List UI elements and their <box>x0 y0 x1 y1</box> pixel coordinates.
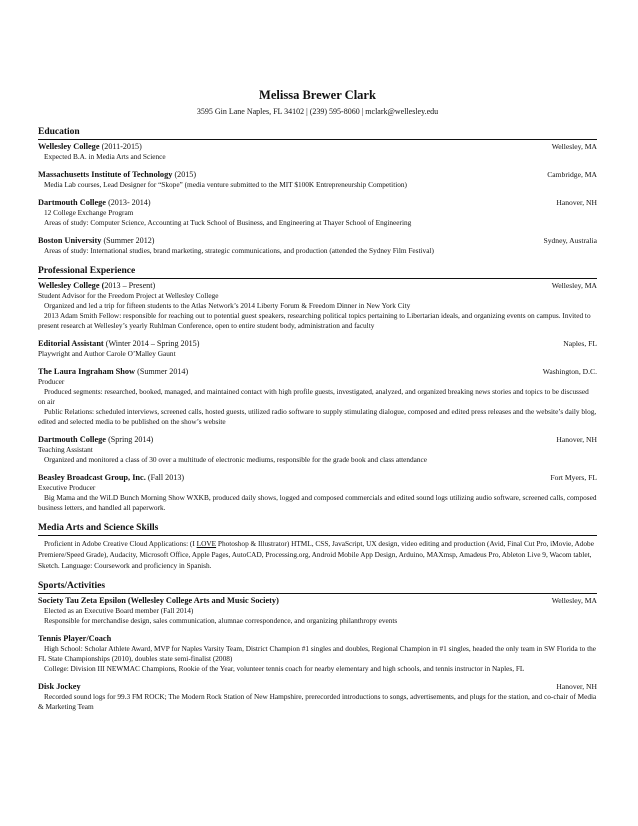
entry-header <box>38 236 597 246</box>
entry-dates: (2011-2015) <box>101 142 142 151</box>
entry-org: Beasley Broadcast Group, Inc. <box>38 473 146 482</box>
entry-dates: (Summer 2014) <box>137 367 189 376</box>
entry-location: Fort Myers, FL <box>550 473 597 482</box>
entry-location: Washington, D.C. <box>542 367 597 376</box>
entry-detail: 12 College Exchange Program <box>44 208 134 217</box>
entry-detail: Areas of study: Computer Science, Accounting at Tuck School of Business, and Engineering at Thayer School of Engineering <box>44 218 412 227</box>
experience-section <box>38 266 597 513</box>
entry-detail: Areas of study: International studies, brand marketing, strategic communications, and production (attended the Sydney Film Festival) <box>44 246 434 255</box>
entry-location: Wellesley, MA <box>551 281 597 290</box>
entry-detail: Elected as an Executive Board member (Fall 2014) <box>44 606 194 615</box>
entry-header <box>38 198 597 208</box>
activities-heading: Sports/Activities <box>38 581 597 594</box>
entry-dates: (Winter 2014 – Spring 2015) <box>105 339 200 348</box>
experience-heading: Professional Experience <box>38 266 597 279</box>
activity-entry-society <box>38 596 597 626</box>
experience-entry-beasley <box>38 473 597 513</box>
entry-role: Executive Producer <box>38 483 96 492</box>
experience-list <box>38 279 597 513</box>
entry-location: Wellesley, MA <box>551 596 597 605</box>
entry-header <box>38 367 597 377</box>
education-entry <box>38 198 597 228</box>
entry-detail: Big Mama and the WiLD Bunch Morning Show WXKB, produced daily shows, logged and composed commercials and edited sound logs utilizing audio software, screened calls, composed business letters, and handled all paperwork. <box>38 493 597 512</box>
entry-org: Dartmouth College <box>38 198 106 207</box>
resume-content <box>38 88 597 712</box>
entry-dates: (Spring 2014) <box>108 435 154 444</box>
entry-detail: Media Lab courses, Lead Designer for “Skope” (media venture submitted to the MIT $100K Entrepreneurship Competition) <box>44 180 407 189</box>
experience-entry-dartmouth <box>38 435 597 465</box>
entry-org: Boston University <box>38 236 102 245</box>
entry-detail: College: Division III NEWMAC Champions, Rookie of the Year, volunteer tennis coach for nearby elementary and high schools, and tennis instructor in Naples, FL <box>44 664 525 673</box>
entry-detail: Recorded sound logs for 99.3 FM ROCK; The Modern Rock Station of New Hampshire, prerecorded introductions to songs, advertisements, and plugs for the station, and co-chair of Media & Marketing Team <box>38 692 597 711</box>
entry-detail: Public Relations: scheduled interviews, screened calls, hosted guests, utilized radio software to supply stimulating dialogue, composed and edited press releases and the website’s daily blog, edited and selected media to be published on the show’s website <box>38 407 597 426</box>
skills-love-underlined: LOVE <box>196 539 217 548</box>
entry-org: Disk Jockey <box>38 682 81 691</box>
activity-entry-dj <box>38 682 597 712</box>
entry-header <box>38 596 597 606</box>
entry-dates: 2013 – Present) <box>104 281 156 290</box>
entry-header <box>38 170 597 180</box>
entry-detail: Produced segments: researched, booked, managed, and maintained contact with high profile guests, investigated, analyzed, and organized breaking news stories and topics to be discussed on air <box>38 387 589 406</box>
entry-detail: High School: Scholar Athlete Award, MVP for Naples Varsity Team, District Champion #1 singles and doubles, Regional Champion in #1 singles, headed the only team in SW Florida to the FL State Championships (2010), doubles state semi-finalist (2008) <box>38 644 597 663</box>
education-entry <box>38 142 597 162</box>
entry-org: Dartmouth College <box>38 435 106 444</box>
skills-text-rest: Photoshop & Illustrator) HTML, CSS, JavaScript, UX design, video editing and production (Avid, Final Cut Pro, iMovie, Adobe Premiere/Speed Grade), Audacity, Microsoft Office, Apple Pages, AutoCAD, Processing.org, Android Mobile App Design, Arduino, MAXmsp, Amadeus Pro, Ableton Live 9, Wacom tablet, Sketch. Language: Coursework and proficiency in Spanish. <box>38 539 594 570</box>
entry-location: Cambridge, MA <box>547 170 597 179</box>
entry-detail: 2013 Adam Smith Fellow: responsible for reaching out to potential guest speakers, researching political topics pertaining to Libertarian ideals, and organizing events on campus. Invited to present research at Wellesley’s yearly Ruhlman Conference, open to entire student body, administration and faculty <box>38 311 591 330</box>
skills-heading: Media Arts and Science Skills <box>38 523 597 536</box>
entry-header <box>38 435 597 445</box>
entry-header <box>38 634 597 644</box>
skills-body <box>38 536 597 571</box>
entry-dates: (Fall 2013) <box>147 473 185 482</box>
entry-role: Student Advisor for the Freedom Project at Wellesley College <box>38 291 219 300</box>
entry-location: Hanover, NH <box>556 435 597 444</box>
candidate-name: Melissa Brewer Clark <box>259 88 376 102</box>
education-entry <box>38 170 597 190</box>
entry-role: Teaching Assistant <box>38 445 93 454</box>
entry-org: Editorial Assistant <box>38 339 104 348</box>
contact-line: 3595 Gin Lane Naples, FL 34102 | (239) 595-8060 | mclark@wellesley.edu <box>196 107 439 116</box>
skills-text-start: Proficient in Adobe Creative Cloud Applications: (I <box>44 539 197 548</box>
activities-section <box>38 581 597 712</box>
experience-entry-ingraham <box>38 367 597 427</box>
education-entry <box>38 236 597 256</box>
entry-header <box>38 281 597 291</box>
entry-detail: Organized and led a trip for fifteen students to the Atlas Network’s 2014 Liberty Forum & Freedom Dinner in New York City <box>44 301 411 310</box>
entry-header <box>38 682 597 692</box>
education-heading: Education <box>38 127 597 140</box>
entry-org: Society Tau Zeta Epsilon (Wellesley College Arts and Music Society) <box>38 596 279 605</box>
activity-entry-tennis <box>38 634 597 674</box>
entry-org: Massachusetts Institute of Technology <box>38 170 173 179</box>
entry-header <box>38 339 597 349</box>
entry-location: Hanover, NH <box>556 682 597 691</box>
entry-detail: Organized and monitored a class of 30 over a multitude of electronic mediums, responsible for the grade book and class attendance <box>44 455 428 464</box>
entry-detail: Expected B.A. in Media Arts and Science <box>44 152 166 161</box>
entry-org: Tennis Player/Coach <box>38 634 112 643</box>
entry-org: The Laura Ingraham Show <box>38 367 136 376</box>
entry-location: Naples, FL <box>563 339 597 348</box>
entry-role: Producer <box>38 377 65 386</box>
entry-dates: (Summer 2012) <box>103 236 155 245</box>
skills-paragraph <box>38 538 597 571</box>
entry-location: Hanover, NH <box>556 198 597 207</box>
experience-entry-wellesley <box>38 281 597 331</box>
entry-header <box>38 473 597 483</box>
resume-header <box>38 88 597 117</box>
entry-dates: (2015) <box>174 170 197 179</box>
entry-location: Wellesley, MA <box>551 142 597 151</box>
entry-header <box>38 142 597 152</box>
experience-entry-editorial <box>38 339 597 359</box>
entry-org: Wellesley College <box>38 142 100 151</box>
entry-org: Wellesley College ( <box>38 281 105 290</box>
entry-role: Playwright and Author Carole O’Malley Gaunt <box>38 349 176 358</box>
skills-section <box>38 523 597 571</box>
entry-detail: Responsible for merchandise design, sales communication, alumnae correspondence, and organizing philanthropy events <box>44 616 398 625</box>
education-section <box>38 127 597 256</box>
entry-dates: (2013- 2014) <box>108 198 151 207</box>
activities-list <box>38 594 597 712</box>
entry-location: Sydney, Australia <box>543 236 597 245</box>
education-list <box>38 140 597 256</box>
